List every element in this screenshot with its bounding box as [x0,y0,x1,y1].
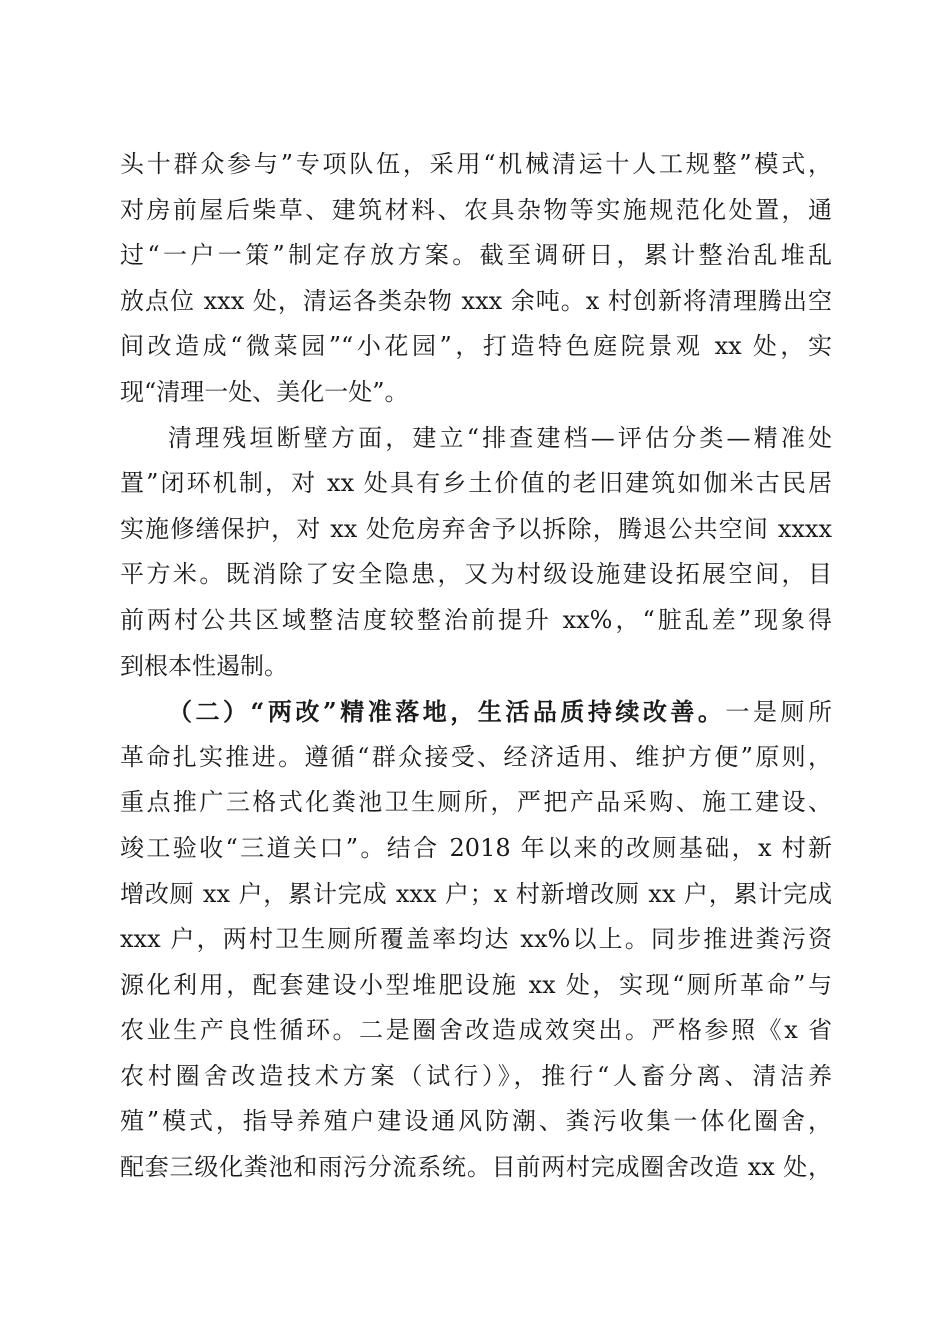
body-text [120,142,832,1191]
text-line: 放点位 xxx 处，清运各类杂物 xxx 余吨。x 村创新将清理腾出空 [120,286,832,315]
text-line: 平方米。既消除了安全隐患，又为村级设施建设拓展空间，目 [120,560,832,589]
paragraph-start-line: 清理残垣断壁方面，建立“排查建档—评估分类—精准处 [168,423,832,452]
text-line: 重点推广三格式化粪池卫生厕所，严把产品采购、施工建设、 [120,788,832,817]
text-line: 置”闭环机制，对 xx 处具有乡土价值的老旧建筑如伽米古民居 [120,469,832,498]
section-heading-line [120,689,832,735]
text-line: 对房前屋后柴草、建筑材料、农具杂物等实施规范化处置，通 [120,195,832,224]
text-line: 殖”模式，指导养殖户建设通风防潮、粪污收集一体化圈舍， [120,1107,832,1136]
text-line: 农村圈舍改造技术方案（试行）》，推行“人畜分离、清洁养 [120,1061,832,1090]
text-line: 增改厕 xx 户，累计完成 xxx 户；x 村新增改厕 xx 户，累计完成 [120,879,832,908]
text-line: 实施修缮保护，对 xx 处危房弃舍予以拆除，腾退公共空间 xxxx [120,514,832,543]
text-line: xxx 户，两村卫生厕所覆盖率均达 xx%以上。同步推进粪污资 [120,925,832,954]
text-line: 现“清理一处、美化一处”。 [120,377,409,406]
text-line: 源化利用，配套建设小型堆肥设施 xx 处，实现“厕所革命”与 [120,970,832,999]
heading-line-continuation: 一是厕所 [725,698,833,727]
text-line: 过“一户一策”制定存放方案。截至调研日，累计整治乱堆乱 [120,241,832,270]
text-line: 头十群众参与”专项队伍，采用“机械清运十人工规整”模式， [120,150,832,178]
text-line: 间改造成“微菜园”“小花园”，打造特色庭院景观 xx 处，实 [120,332,832,361]
section-heading: （二）“两改”精准落地，生活品质持续改善。 [168,697,726,727]
text-line: 到根本性遏制。 [120,651,288,680]
text-line: 配套三级化粪池和雨污分流系统。目前两村完成圈舍改造 xx 处， [120,1153,832,1182]
text-line: 前两村公共区域整洁度较整治前提升 xx%，“脏乱差”现象得 [120,605,832,634]
text-line: 革命扎实推进。遵循“群众接受、经济适用、维护方便”原则， [120,742,832,771]
text-line: 竣工验收“三道关口”。结合 2018 年以来的改厕基础，x 村新 [120,833,832,862]
text-line: 农业生产良性循环。二是圈舍改造成效突出。严格参照《x 省 [120,1016,832,1045]
